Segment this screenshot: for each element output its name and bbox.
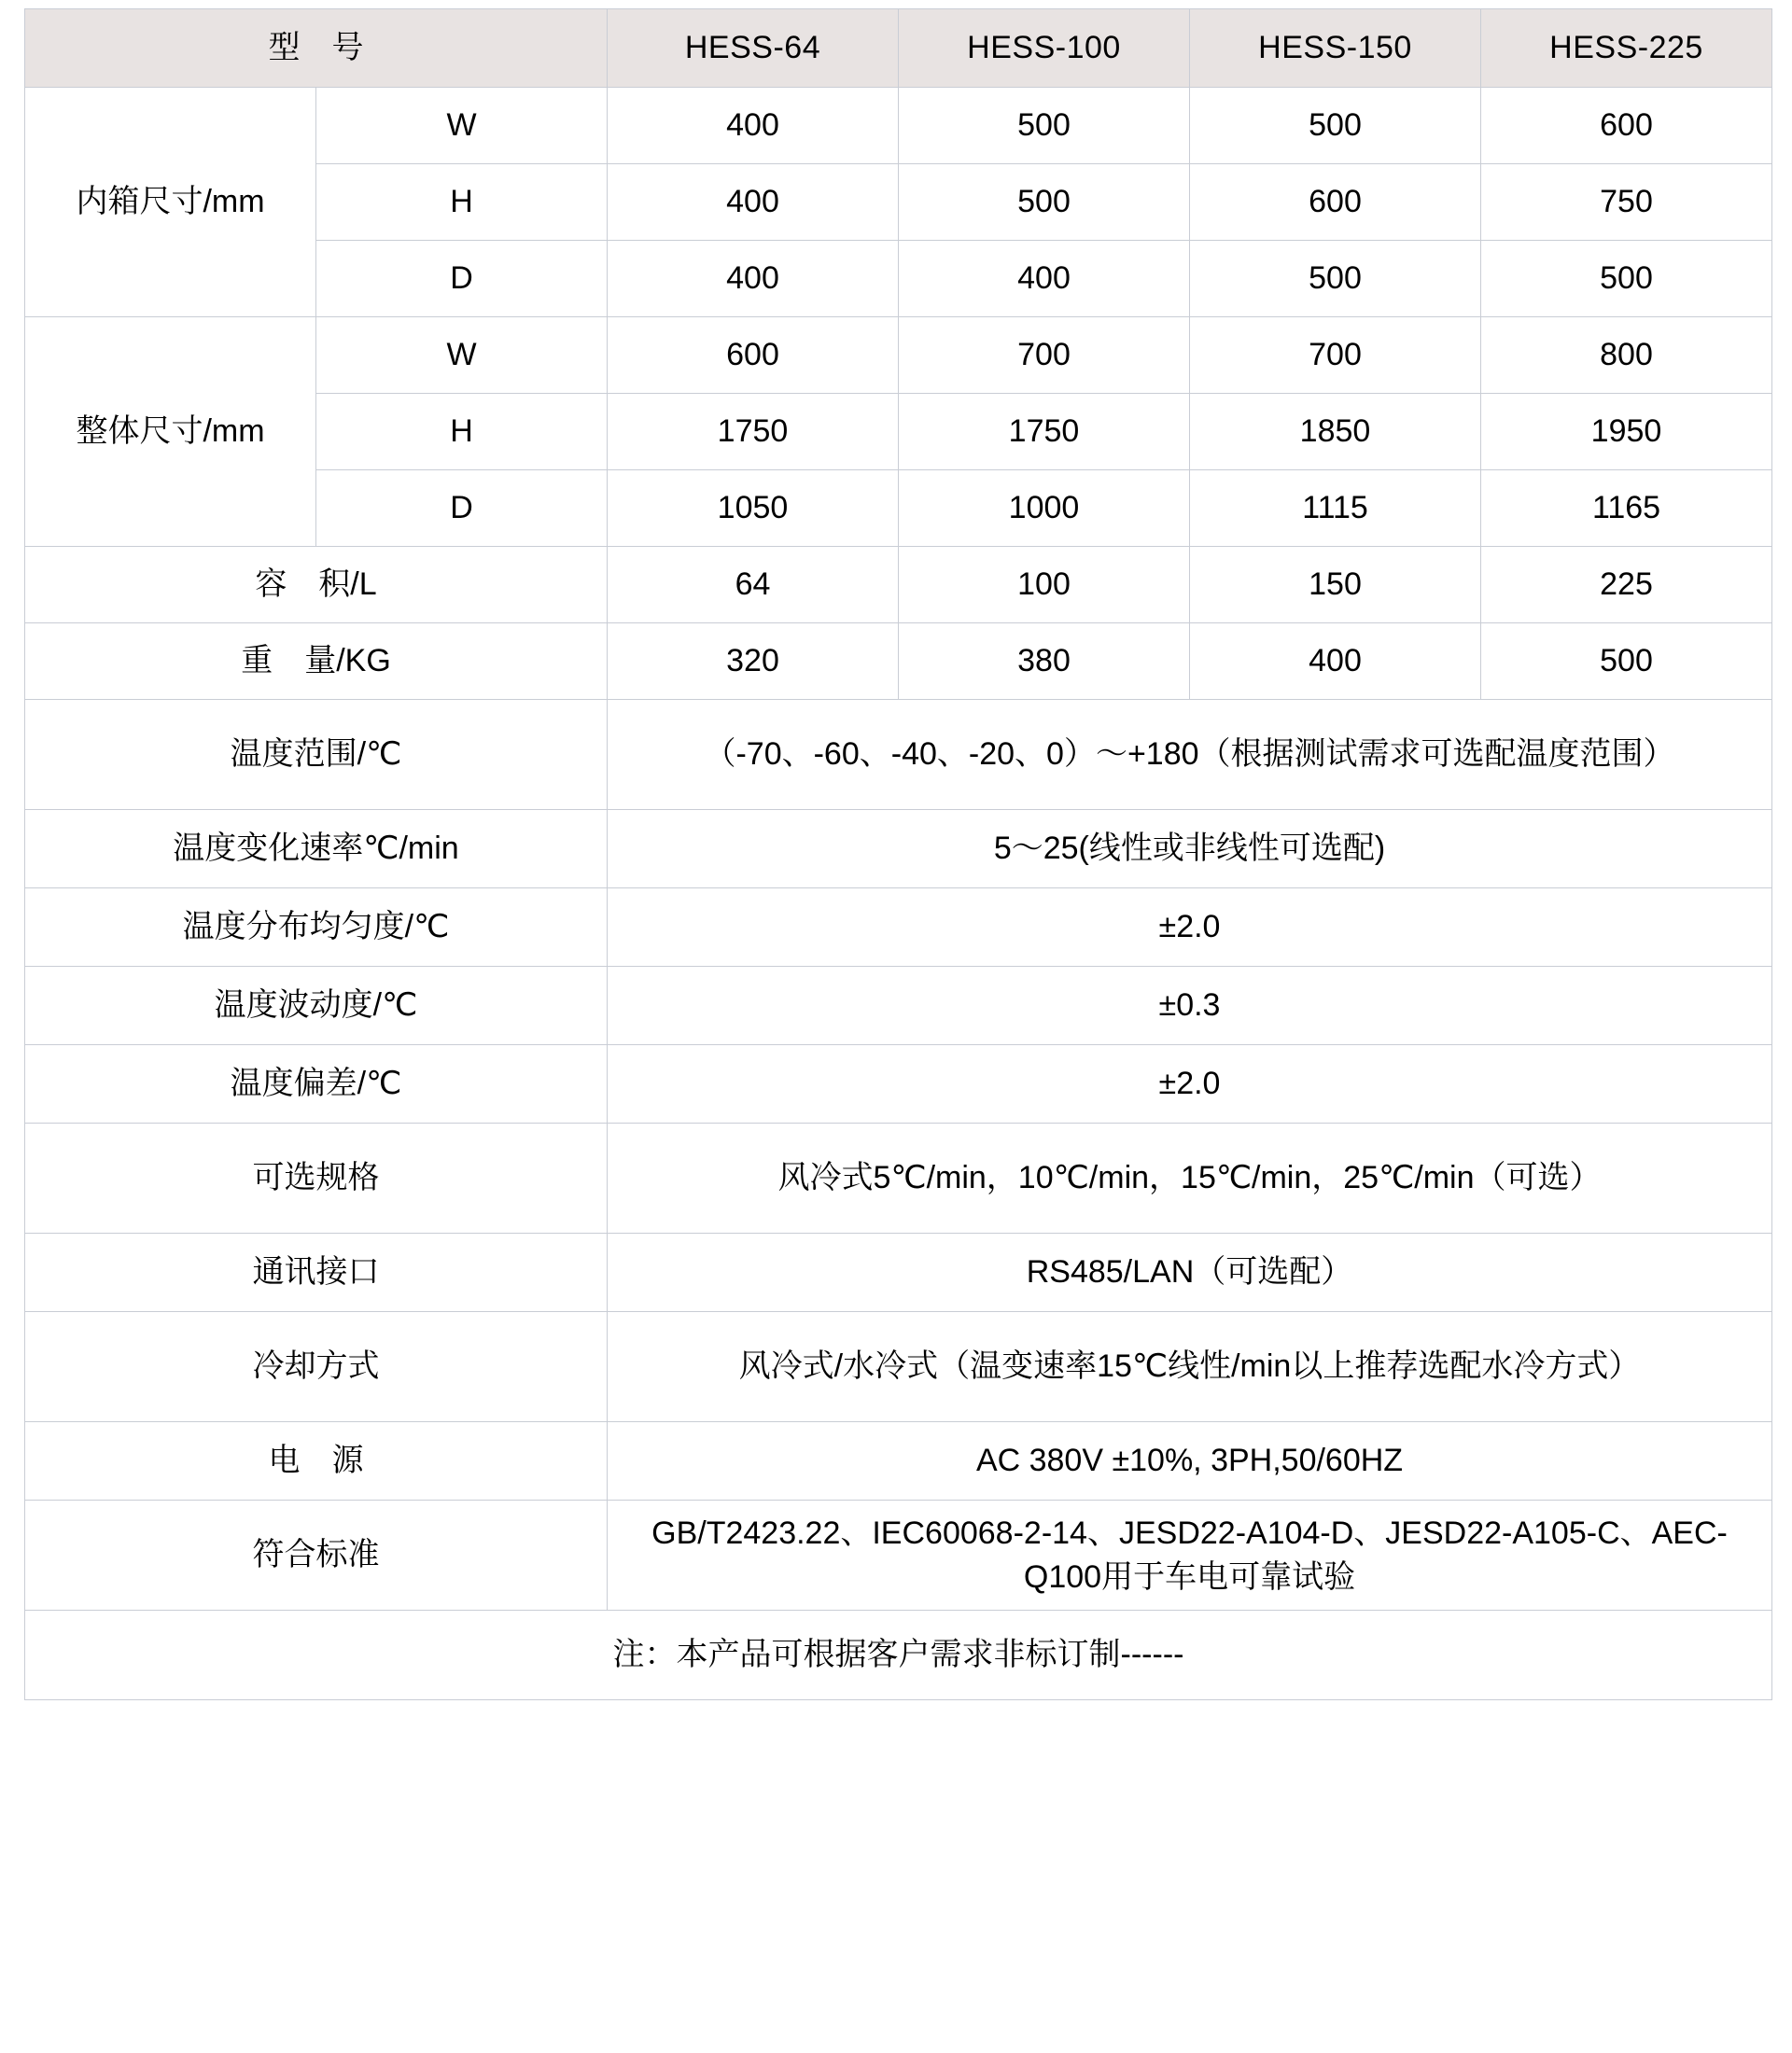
row-label-cooling-method: 冷却方式 xyxy=(25,1312,608,1422)
cell-cooling-method-value: 风冷式/水冷式（温变速率15℃线性/min以上推荐选配水冷方式） xyxy=(608,1312,1772,1422)
table-row xyxy=(25,1234,1772,1312)
dimension-axis-w: W xyxy=(316,317,608,394)
cell-inner-d-hess-225: 500 xyxy=(1481,241,1772,317)
cell-power-supply-value: AC 380V ±10%, 3PH,50/60HZ xyxy=(608,1422,1772,1501)
cell-volume-hess-150: 150 xyxy=(1190,547,1481,623)
row-label-weight: 重 量/KG xyxy=(25,623,608,700)
cell-overall-h-hess-150: 1850 xyxy=(1190,394,1481,470)
cell-inner-h-hess-150: 600 xyxy=(1190,164,1481,241)
cell-overall-w-hess-150: 700 xyxy=(1190,317,1481,394)
cell-temperature-deviation-value: ±2.0 xyxy=(608,1045,1772,1124)
table-row xyxy=(25,888,1772,967)
cell-compliance-standards-value: GB/T2423.22、IEC60068-2-14、JESD22-A104-D、JESD22-A105-C、AEC-Q100用于车电可靠试验 xyxy=(608,1501,1772,1611)
cell-inner-w-hess-150: 500 xyxy=(1190,88,1481,164)
product-specification-table xyxy=(24,8,1772,1700)
table-header xyxy=(25,9,1772,88)
cell-overall-w-hess-64: 600 xyxy=(608,317,899,394)
cell-volume-hess-100: 100 xyxy=(899,547,1190,623)
footnote-custom-order: 注：本产品可根据客户需求非标订制------ xyxy=(25,1611,1772,1700)
cell-temperature-fluctuation-value: ±0.3 xyxy=(608,967,1772,1045)
table-row xyxy=(25,810,1772,888)
table-row xyxy=(25,317,1772,394)
table-row xyxy=(25,88,1772,164)
header-model-hess-225: HESS-225 xyxy=(1481,9,1772,88)
cell-overall-h-hess-64: 1750 xyxy=(608,394,899,470)
row-label-temperature-fluctuation: 温度波动度/℃ xyxy=(25,967,608,1045)
header-model-hess-150: HESS-150 xyxy=(1190,9,1481,88)
cell-overall-h-hess-225: 1950 xyxy=(1481,394,1772,470)
cell-inner-w-hess-64: 400 xyxy=(608,88,899,164)
row-label-temperature-change-rate: 温度变化速率℃/min xyxy=(25,810,608,888)
table-row xyxy=(25,700,1772,810)
cell-overall-d-hess-225: 1165 xyxy=(1481,470,1772,547)
cell-temperature-uniformity-value: ±2.0 xyxy=(608,888,1772,967)
cell-inner-h-hess-64: 400 xyxy=(608,164,899,241)
cell-optional-specifications-value: 风冷式5℃/min，10℃/min，15℃/min，25℃/min（可选） xyxy=(608,1124,1772,1234)
table-row xyxy=(25,1312,1772,1422)
header-model-hess-100: HESS-100 xyxy=(899,9,1190,88)
cell-overall-h-hess-100: 1750 xyxy=(899,394,1190,470)
header-model-hess-64: HESS-64 xyxy=(608,9,899,88)
cell-overall-w-hess-100: 700 xyxy=(899,317,1190,394)
table-row xyxy=(25,967,1772,1045)
row-label-overall-dimensions: 整体尺寸/mm xyxy=(25,317,316,547)
cell-overall-w-hess-225: 800 xyxy=(1481,317,1772,394)
cell-weight-hess-225: 500 xyxy=(1481,623,1772,700)
dimension-axis-w: W xyxy=(316,88,608,164)
table-row xyxy=(25,623,1772,700)
row-label-optional-specifications: 可选规格 xyxy=(25,1124,608,1234)
cell-overall-d-hess-100: 1000 xyxy=(899,470,1190,547)
cell-inner-d-hess-100: 400 xyxy=(899,241,1190,317)
header-model-label: 型 号 xyxy=(25,9,608,88)
cell-overall-d-hess-150: 1115 xyxy=(1190,470,1481,547)
cell-inner-d-hess-150: 500 xyxy=(1190,241,1481,317)
table-row xyxy=(25,1124,1772,1234)
cell-weight-hess-150: 400 xyxy=(1190,623,1481,700)
cell-weight-hess-100: 380 xyxy=(899,623,1190,700)
dimension-axis-d: D xyxy=(316,241,608,317)
table-body xyxy=(25,88,1772,1700)
row-label-temperature-deviation: 温度偏差/℃ xyxy=(25,1045,608,1124)
table-row xyxy=(25,1611,1772,1700)
cell-communication-interface-value: RS485/LAN（可选配） xyxy=(608,1234,1772,1312)
cell-overall-d-hess-64: 1050 xyxy=(608,470,899,547)
cell-inner-h-hess-100: 500 xyxy=(899,164,1190,241)
table-row xyxy=(25,1501,1772,1611)
cell-inner-d-hess-64: 400 xyxy=(608,241,899,317)
row-label-temperature-uniformity: 温度分布均匀度/℃ xyxy=(25,888,608,967)
dimension-axis-h: H xyxy=(316,164,608,241)
cell-weight-hess-64: 320 xyxy=(608,623,899,700)
cell-volume-hess-64: 64 xyxy=(608,547,899,623)
dimension-axis-h: H xyxy=(316,394,608,470)
cell-temperature-change-rate-value: 5〜25(线性或非线性可选配) xyxy=(608,810,1772,888)
row-label-communication-interface: 通讯接口 xyxy=(25,1234,608,1312)
row-label-volume: 容 积/L xyxy=(25,547,608,623)
cell-temperature-range-value: （-70、-60、-40、-20、0）〜+180（根据测试需求可选配温度范围） xyxy=(608,700,1772,810)
cell-inner-h-hess-225: 750 xyxy=(1481,164,1772,241)
header-row xyxy=(25,9,1772,88)
cell-inner-w-hess-225: 600 xyxy=(1481,88,1772,164)
cell-inner-w-hess-100: 500 xyxy=(899,88,1190,164)
row-label-inner-dimensions: 内箱尺寸/mm xyxy=(25,88,316,317)
row-label-power-supply: 电 源 xyxy=(25,1422,608,1501)
table-row xyxy=(25,1045,1772,1124)
cell-volume-hess-225: 225 xyxy=(1481,547,1772,623)
dimension-axis-d: D xyxy=(316,470,608,547)
row-label-compliance-standards: 符合标准 xyxy=(25,1501,608,1611)
row-label-temperature-range: 温度范围/℃ xyxy=(25,700,608,810)
table-row xyxy=(25,547,1772,623)
table-row xyxy=(25,1422,1772,1501)
